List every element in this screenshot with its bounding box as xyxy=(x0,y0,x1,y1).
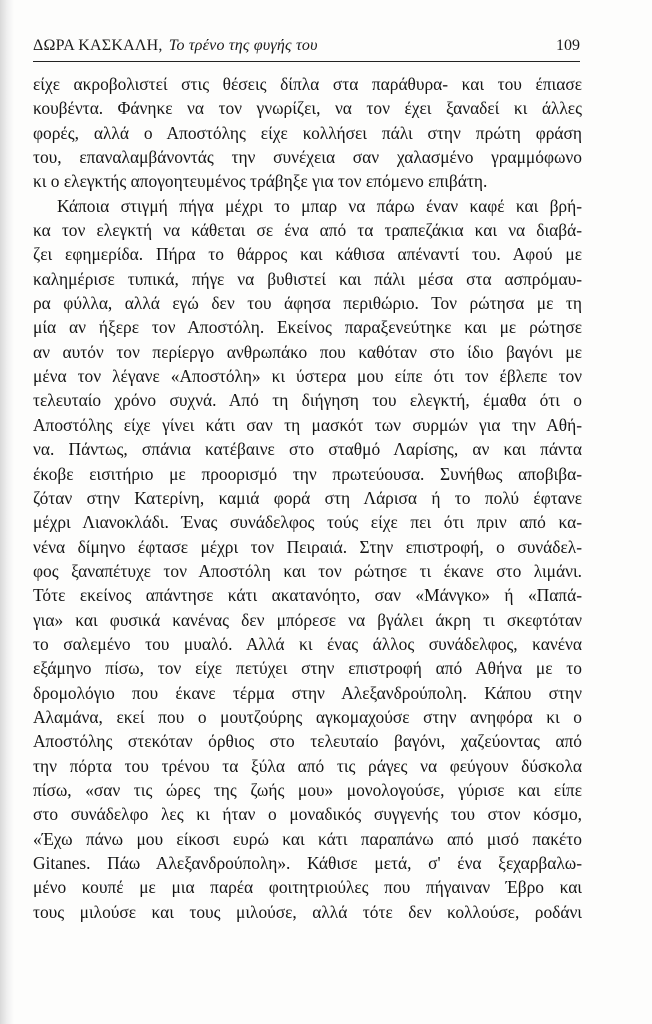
header-rule xyxy=(33,61,580,62)
page-gutter-shadow xyxy=(0,0,14,1024)
book-title: Το τρένο της φυγής του xyxy=(168,37,318,54)
author-name: ΔΩΡΑ ΚΑΣΚΑΛΗ, xyxy=(33,37,163,54)
text-line: πίσω, «σαν τις ώρες της ζωής μου» μονολογούσε, γύρισε και είπε xyxy=(33,779,582,800)
text-line: «Έχω πάνω μου είκοσι ευρώ και κάτι παραπάνω από μισό πακέτο xyxy=(33,828,582,849)
text-line: Αλαμάνα, εκεί που ο μουτζούρης αγκομαχούσε στην ανηφόρα κι ο xyxy=(33,706,582,727)
text-line: το σαλεμένο του μυαλό. Αλλά κι ένας άλλος συνάδελφος, κανένα xyxy=(33,633,582,654)
text-line: ζει εφημερίδα. Πήρα το θάρρος και κάθισα απέναντί του. Αφού με xyxy=(33,244,582,265)
text-line: μέχρι Λιανοκλάδι. Ένας συνάδελφος τούς είχε πει ότι πριν από κα- xyxy=(33,512,582,533)
text-line: έκοβε εισιτήριο με προορισμό την πρωτεύουσα. Συνήθως αποβιβα- xyxy=(33,463,582,484)
text-line: νένα δίμηνο έφτασε μέχρι τον Πειραιά. Στην επιστροφή, ο συνάδελ- xyxy=(33,536,582,557)
text-line: Αποστόλης είχε γίνει κάτι σαν τη μασκότ των συρμών για την Αθή- xyxy=(33,414,582,435)
page-number: 109 xyxy=(556,37,580,54)
text-line: ζόταν στην Κατερίνη, καμιά φορά στη Λάρισα ή το πολύ έφτανε xyxy=(33,487,582,508)
text-line: τους μιλούσε και τους μιλούσε, αλλά τότε δεν κολλούσε, ροδάνι xyxy=(33,901,582,922)
text-line: ρα φύλλα, αλλά εγώ δεν του άφησα περιθώριο. Τον ρώτησα με τη xyxy=(33,293,582,314)
text-line: μένο κουπέ με μια παρέα φοιτητριούλες που πήγαιναν Έβρο και xyxy=(33,877,582,898)
running-head-text xyxy=(33,37,318,55)
text-line: αν αυτόν τον περίεργο ανθρωπάκο που καθόταν στο ίδιο βαγόνι με xyxy=(33,341,582,362)
text-line: δρομολόγιο που έκανε τέρμα στην Αλεξανδρούπολη. Κάπου στην xyxy=(33,682,582,703)
text-line: φορές, αλλά ο Αποστόλης είχε κολλήσει πάλι στην πρώτη φράση xyxy=(33,122,582,143)
paragraph xyxy=(33,194,582,924)
text-line: μένα τον λέγανε «Αποστόλη» κι ύστερα μου είπε ότι τον έβλεπε τον xyxy=(33,366,582,387)
text-line: για» και φυσικά κανένας δεν μπόρεσε να βγάλει άκρη τι σκεφτόταν xyxy=(33,609,582,630)
paragraph xyxy=(33,72,582,194)
text-line: του, επαναλαμβάνοντάς την συνέχεια σαν χαλασμένο γραμμόφωνο xyxy=(33,147,582,168)
text-line: Κάποια στιγμή πήγα μέχρι το μπαρ να πάρω έναν καφέ και βρή- xyxy=(57,195,582,216)
body-text xyxy=(33,72,582,924)
text-line: να. Πάντως, σπάνια κατέβαινε στο σταθμό Λαρίσης, αν και πάντα xyxy=(33,439,582,460)
text-line: κουβέντα. Φάνηκε να τον γνωρίζει, να τον έχει ξαναδεί κι άλλες xyxy=(33,98,582,119)
text-line: μία αν ήξερε τον Αποστόλη. Εκείνος παραξενεύτηκε και με ρώτησε xyxy=(33,317,582,338)
text-line: Τότε εκείνος απάντησε κάτι ακατανόητο, σαν «Μάνγκο» ή «Παπά- xyxy=(33,585,582,606)
text-line: την πόρτα του τρένου τα ξύλα από τις ράγες να φεύγουν δύσκολα xyxy=(33,755,582,776)
running-header xyxy=(33,37,580,61)
text-line: εξάμηνο πίσω, τον είχε πετύχει στην επιστροφή από Αθήνα με το xyxy=(33,658,582,679)
text-line: καλημέρισε τυπικά, πήγε να βυθιστεί και πάλι μέσα στα ασπρόμαυ- xyxy=(33,268,582,289)
text-line: Αποστόλης στεκόταν όρθιος στο τελευταίο βαγόνι, χαζεύοντας από xyxy=(33,731,582,752)
text-line: κα τον ελεγκτή να κάθεται σε ένα από τα τραπεζάκια και να διαβά- xyxy=(33,220,582,241)
text-line: φος ξαναπέτυχε τον Αποστόλη και τον ρώτησε τι έκανε στο λιμάνι. xyxy=(33,560,582,581)
text-line: είχε ακροβολιστεί στις θέσεις δίπλα στα παράθυρα- και του έπιασε xyxy=(33,74,582,94)
text-line: στο συνάδελφο λες κι ήταν ο μοναδικός συγγενής του στον κόσμο, xyxy=(33,804,582,825)
text-line: Gitanes. Πάω Αλεξανδρούπολη». Κάθισε μετά, σ' ένα ξεχαρβαλω- xyxy=(33,853,582,873)
text-line: τελευταίο χρόνο συχνά. Από τη διήγηση του ελεγκτή, έμαθα ότι ο xyxy=(33,390,582,411)
text-line: κι ο ελεγκτής απογοητευμένος τράβηξε για τον επόμενο επιβάτη. xyxy=(33,171,488,192)
